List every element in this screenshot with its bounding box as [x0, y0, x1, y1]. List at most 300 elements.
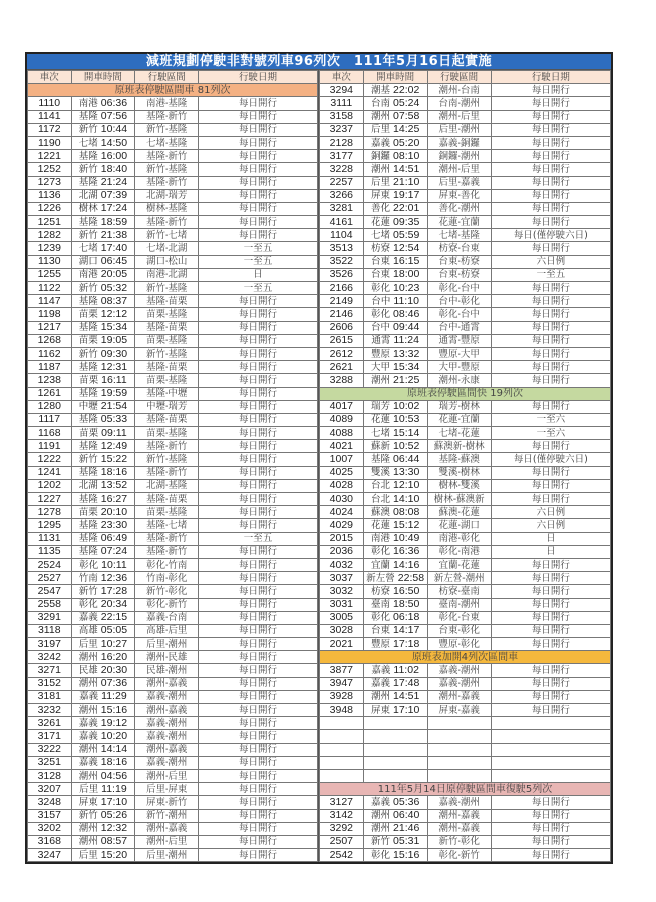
train-number: 3197	[28, 638, 72, 651]
route-cell: 新竹-基隆	[135, 347, 199, 360]
train-number: 3251	[28, 756, 72, 769]
route-cell: 善化-潮州	[427, 202, 491, 215]
departure-cell	[71, 664, 135, 677]
departure-station: 竹南	[78, 572, 98, 584]
departure-station: 基隆	[78, 493, 98, 505]
departure-time: 10:53	[393, 413, 420, 426]
table-row	[320, 97, 611, 110]
departure-time: 17:10	[100, 795, 128, 808]
table-row	[28, 334, 318, 347]
departure-time: 22:58	[397, 571, 425, 584]
route-cell: 蘇澳新-樹林	[427, 440, 491, 453]
departure-station: 新竹	[78, 454, 98, 466]
departure-cell	[71, 163, 135, 176]
table-columns	[27, 70, 611, 862]
table-row	[28, 651, 318, 664]
departure-cell	[71, 730, 135, 743]
departure-time: 18:00	[393, 268, 420, 281]
train-number: 3237	[320, 123, 364, 136]
table-row	[320, 453, 611, 466]
route-cell: 彰化-新竹	[427, 849, 491, 862]
route-cell: 台南-潮州	[427, 97, 491, 110]
departure-time: 07:39	[100, 189, 128, 202]
table-row	[320, 598, 611, 611]
operating-days-cell: 每日開行	[199, 730, 318, 743]
departure-cell	[363, 150, 427, 163]
route-cell: 枋寮-臺南	[427, 585, 491, 598]
route-cell: 苗栗-基隆	[135, 308, 199, 321]
departure-cell	[363, 176, 427, 189]
train-number: 3228	[320, 163, 364, 176]
departure-station: 基隆	[78, 414, 98, 426]
departure-station: 民雄	[78, 665, 98, 677]
route-cell: 基隆-苗栗	[135, 413, 199, 426]
departure-station: 后里	[79, 783, 99, 795]
operating-days-cell: 每日開行	[199, 150, 318, 163]
train-number	[320, 717, 364, 730]
operating-days-cell: 每日開行	[199, 598, 318, 611]
route-cell: 屏東-新竹	[135, 796, 199, 809]
departure-cell	[71, 334, 135, 347]
departure-station: 基隆	[78, 388, 98, 400]
departure-station: 屏東	[78, 796, 98, 808]
departure-cell	[71, 427, 135, 440]
table-row	[28, 717, 318, 730]
table-row	[28, 730, 318, 743]
departure-cell	[71, 361, 135, 374]
route-cell: 后里-嘉義	[427, 176, 491, 189]
departure-cell	[71, 849, 135, 862]
col-header-departure: 開車時間	[363, 71, 427, 84]
departure-cell	[363, 519, 427, 532]
train-number: 1110	[28, 97, 72, 110]
departure-station: 高雄	[78, 625, 98, 637]
train-number: 3271	[28, 664, 72, 677]
route-cell: 嘉義-潮州	[135, 690, 199, 703]
departure-time: 11:02	[393, 664, 419, 677]
departure-cell	[71, 598, 135, 611]
departure-time: 05:20	[393, 136, 420, 149]
route-cell: 北湖-基隆	[135, 479, 199, 492]
train-number: 1147	[28, 295, 72, 308]
train-number: 1117	[28, 413, 72, 426]
departure-station: 花蓮	[371, 519, 391, 531]
departure-station: 中壢	[78, 401, 98, 413]
departure-time: 18:40	[100, 162, 128, 175]
operating-days-cell: 每日(僅停駛六日)	[491, 229, 610, 242]
departure-station: 新竹	[78, 163, 98, 175]
operating-days-cell: 每日開行	[199, 796, 318, 809]
departure-station: 屏東	[371, 704, 391, 716]
operating-days-cell: 六日例	[491, 519, 610, 532]
departure-cell	[363, 572, 427, 585]
departure-station: 台南	[371, 97, 391, 109]
departure-cell	[71, 756, 135, 769]
table-row	[28, 677, 318, 690]
departure-time: 13:32	[393, 347, 420, 360]
table-row	[320, 282, 611, 295]
train-number: 3928	[320, 690, 364, 703]
route-cell: 瑞芳-樹林	[427, 400, 491, 413]
train-number: 3248	[28, 796, 72, 809]
operating-days-cell: 每日開行	[199, 769, 318, 782]
departure-time: 17:40	[100, 242, 128, 255]
departure-cell	[363, 229, 427, 242]
table-row	[320, 321, 611, 334]
table-row	[320, 756, 611, 769]
departure-time: 18:59	[100, 215, 128, 228]
departure-time: 19:17	[393, 189, 420, 202]
train-number: 4089	[320, 413, 364, 426]
operating-days-cell: 每日開行	[491, 374, 610, 387]
table-row	[320, 796, 611, 809]
train-number: 1190	[28, 136, 72, 149]
table-row	[320, 638, 611, 651]
operating-days-cell: 每日開行	[199, 664, 318, 677]
departure-station: 潮基	[371, 84, 391, 96]
operating-days-cell: 每日開行	[491, 97, 610, 110]
operating-days-cell: 每日開行	[199, 638, 318, 651]
operating-days-cell	[491, 743, 610, 756]
train-number: 3947	[320, 677, 364, 690]
departure-station: 潮州	[78, 836, 98, 848]
train-number: 1135	[28, 545, 72, 558]
departure-station: 基隆	[78, 216, 98, 228]
operating-days-cell: 每日開行	[491, 598, 610, 611]
train-number: 1172	[28, 123, 72, 136]
departure-station: 南港	[78, 97, 98, 109]
departure-station: 基隆	[78, 533, 98, 545]
departure-time: 06:44	[393, 453, 420, 466]
train-number: 1198	[28, 308, 72, 321]
route-cell: 蘇澳-花蓮	[427, 506, 491, 519]
departure-cell	[363, 255, 427, 268]
table-row	[320, 413, 611, 426]
operating-days-cell: 每日開行	[491, 189, 610, 202]
operating-days-cell: 每日開行	[491, 796, 610, 809]
train-number: 1241	[28, 466, 72, 479]
table-row	[320, 334, 611, 347]
departure-station: 瑞芳	[371, 401, 391, 413]
departure-time: 11:24	[393, 334, 419, 347]
section-row-suspended-local	[28, 84, 318, 97]
operating-days-cell: 每日開行	[491, 282, 610, 295]
departure-cell	[71, 493, 135, 506]
operating-days-cell: 每日開行	[199, 519, 318, 532]
train-number: 1261	[28, 387, 72, 400]
train-number: 2036	[320, 545, 364, 558]
departure-cell	[363, 308, 427, 321]
route-cell: 七堵-基隆	[427, 229, 491, 242]
departure-time: 19:05	[100, 334, 128, 347]
departure-station: 南港	[78, 269, 98, 281]
departure-cell	[71, 268, 135, 281]
table-row	[28, 123, 318, 136]
departure-time: 08:08	[393, 505, 420, 518]
route-cell: 彰化-南港	[427, 545, 491, 558]
train-number: 1131	[28, 532, 72, 545]
departure-station: 后里	[78, 849, 98, 861]
route-cell: 竹南-彰化	[135, 572, 199, 585]
departure-station: 嘉義	[78, 730, 98, 742]
train-number: 3232	[28, 704, 72, 717]
train-number: 1222	[28, 453, 72, 466]
departure-time: 06:40	[393, 809, 420, 822]
departure-cell	[71, 123, 135, 136]
table-row	[28, 387, 318, 400]
departure-station: 雙溪	[371, 467, 391, 479]
departure-cell	[363, 466, 427, 479]
train-number: 3292	[320, 822, 364, 835]
departure-cell	[71, 479, 135, 492]
departure-cell	[363, 202, 427, 215]
table-row	[28, 136, 318, 149]
departure-cell	[71, 466, 135, 479]
train-number: 1280	[28, 400, 72, 413]
departure-cell	[363, 347, 427, 360]
operating-days-cell: 每日開行	[199, 704, 318, 717]
train-number: 3526	[320, 268, 364, 281]
departure-cell	[363, 374, 427, 387]
departure-station: 樹林	[78, 203, 98, 215]
table-row	[320, 427, 611, 440]
route-cell: 銅鑼-潮州	[427, 150, 491, 163]
departure-station: 苗栗	[79, 427, 99, 439]
departure-time: 15:16	[393, 848, 420, 861]
operating-days-cell: 每日開行	[199, 822, 318, 835]
operating-days-cell: 每日開行	[199, 835, 318, 848]
operating-days-cell: 每日開行	[199, 756, 318, 769]
departure-cell	[363, 624, 427, 637]
departure-station: 北湖	[78, 190, 98, 202]
route-cell: 潮州-嘉義	[135, 677, 199, 690]
departure-station: 新竹	[78, 348, 98, 360]
train-number	[320, 756, 364, 769]
train-number: 2015	[320, 532, 364, 545]
table-row	[28, 743, 318, 756]
route-cell: 南港-彰化	[427, 532, 491, 545]
table-row	[320, 136, 611, 149]
operating-days-cell: 每日開行	[491, 110, 610, 123]
departure-time: 11:19	[101, 782, 127, 795]
route-cell: 民雄-潮州	[135, 664, 199, 677]
train-number: 3281	[320, 202, 364, 215]
departure-time: 05:33	[100, 413, 128, 426]
route-cell: 新左營-潮州	[427, 572, 491, 585]
table-row	[320, 532, 611, 545]
operating-days-cell: 每日開行	[199, 479, 318, 492]
operating-days-cell: 每日開行	[199, 413, 318, 426]
route-cell: 后里-潮州	[427, 123, 491, 136]
route-cell: 宜蘭-花蓮	[427, 558, 491, 571]
departure-station: 新竹	[78, 585, 98, 597]
departure-station: 七堵	[78, 137, 98, 149]
operating-days-cell: 每日開行	[491, 572, 610, 585]
train-number: 3127	[320, 796, 364, 809]
section-row-added-local	[320, 651, 611, 664]
operating-days-cell: 每日開行	[199, 123, 318, 136]
departure-cell	[363, 361, 427, 374]
departure-time: 15:34	[393, 360, 420, 373]
departure-time: 07:36	[100, 677, 128, 690]
col-header-train: 車次	[28, 71, 72, 84]
table-row	[320, 163, 611, 176]
left-table-panel	[27, 70, 319, 862]
route-cell: 基隆-新竹	[135, 532, 199, 545]
departure-time: 07:56	[100, 110, 128, 123]
table-row	[320, 835, 611, 848]
train-number: 1226	[28, 202, 72, 215]
route-cell: 后里-屏東	[135, 783, 199, 796]
table-row	[28, 611, 318, 624]
departure-cell	[71, 822, 135, 835]
departure-cell	[71, 387, 135, 400]
table-row	[28, 440, 318, 453]
departure-station: 嘉義	[371, 678, 391, 690]
table-row	[28, 783, 318, 796]
departure-station: 潮州	[371, 691, 391, 703]
departure-station: 豐原	[371, 638, 391, 650]
route-cell: 彰化-新竹	[135, 598, 199, 611]
table-row	[320, 624, 611, 637]
operating-days-cell: 每日開行	[199, 611, 318, 624]
route-cell: 彰化-竹南	[135, 558, 199, 571]
operating-days-cell: 每日開行	[491, 585, 610, 598]
operating-days-cell: 日	[491, 532, 610, 545]
table-row	[320, 849, 611, 862]
train-number: 3513	[320, 242, 364, 255]
col-header-days: 行駛日期	[199, 71, 318, 84]
departure-cell	[363, 136, 427, 149]
train-number: 3261	[28, 717, 72, 730]
table-row	[320, 84, 611, 97]
departure-cell	[71, 202, 135, 215]
departure-cell	[363, 638, 427, 651]
operating-days-cell: 一至五	[491, 268, 610, 281]
route-cell: 七堵-基隆	[135, 136, 199, 149]
route-cell: 后里-潮州	[135, 638, 199, 651]
departure-cell	[71, 519, 135, 532]
departure-station: 台北	[371, 480, 391, 492]
train-number: 2527	[28, 572, 72, 585]
route-cell: 基隆-蘇澳	[427, 453, 491, 466]
table-row	[28, 163, 318, 176]
train-number: 3207	[28, 783, 72, 796]
route-cell: 苗栗-基隆	[135, 427, 199, 440]
route-cell: 潮州-后里	[427, 110, 491, 123]
departure-station: 枋寮	[371, 585, 391, 597]
departure-station: 基隆	[78, 440, 98, 452]
departure-time: 20:30	[100, 664, 128, 677]
route-cell: 苗栗-基隆	[135, 374, 199, 387]
table-row	[320, 519, 611, 532]
departure-time: 17:48	[393, 677, 420, 690]
table-row	[320, 255, 611, 268]
table-row	[28, 400, 318, 413]
route-cell: 新竹-七堵	[135, 229, 199, 242]
table-row	[28, 110, 318, 123]
departure-cell	[363, 809, 427, 822]
route-cell: 基隆-新竹	[135, 466, 199, 479]
departure-time: 05:24	[393, 96, 420, 109]
departure-cell	[363, 677, 427, 690]
route-cell: 北湖-瑞芳	[135, 189, 199, 202]
train-number: 2524	[28, 558, 72, 571]
route-cell: 樹林-蘇澳新	[427, 493, 491, 506]
route-cell: 苗栗-基隆	[135, 334, 199, 347]
departure-station: 湖口	[78, 256, 98, 268]
train-number	[320, 769, 364, 782]
departure-station: 苗栗	[78, 335, 98, 347]
operating-days-cell: 每日開行	[199, 690, 318, 703]
departure-time: 12:36	[100, 571, 128, 584]
route-cell: 潮州-民雄	[135, 651, 199, 664]
train-number: 3028	[320, 624, 364, 637]
departure-time: 05:26	[100, 809, 128, 822]
departure-time: 08:10	[393, 149, 420, 162]
operating-days-cell: 每日開行	[491, 321, 610, 334]
operating-days-cell: 每日開行	[491, 704, 610, 717]
operating-days-cell: 每日開行	[199, 295, 318, 308]
departure-cell	[71, 308, 135, 321]
departure-time: 17:10	[393, 703, 420, 716]
departure-time: 10:27	[100, 637, 128, 650]
table-row	[320, 743, 611, 756]
route-cell: 嘉義-潮州	[135, 730, 199, 743]
departure-cell	[363, 268, 427, 281]
table-row	[28, 347, 318, 360]
right-table-panel	[319, 70, 611, 862]
sheet-title: 減班規劃停駛非對號列車96列次 111年5月16日起實施	[27, 54, 611, 70]
departure-cell	[71, 150, 135, 163]
departure-time: 15:20	[100, 848, 128, 861]
departure-time: 16:15	[393, 255, 420, 268]
right-section-3	[320, 651, 611, 664]
departure-station: 新左營	[366, 572, 395, 584]
route-cell: 潮州-嘉義	[135, 743, 199, 756]
departure-station: 彰化	[371, 308, 391, 320]
departure-station: 蘇澳	[371, 506, 391, 518]
departure-cell	[71, 558, 135, 571]
train-number: 3242	[28, 651, 72, 664]
table-row	[28, 598, 318, 611]
table-row	[28, 427, 318, 440]
departure-time: 22:02	[393, 83, 420, 96]
train-number: 1273	[28, 176, 72, 189]
departure-cell	[71, 189, 135, 202]
operating-days-cell: 每日開行	[491, 677, 610, 690]
operating-days-cell: 每日開行	[491, 624, 610, 637]
train-number: 1141	[28, 110, 72, 123]
train-number: 1104	[320, 229, 364, 242]
departure-time: 09:11	[101, 426, 127, 439]
departure-station: 苗栗	[78, 308, 98, 320]
departure-station: 基隆	[371, 454, 391, 466]
departure-time: 11:29	[101, 690, 127, 703]
train-number: 4088	[320, 427, 364, 440]
train-number: 2558	[28, 598, 72, 611]
table-row	[320, 268, 611, 281]
table-row	[28, 242, 318, 255]
train-number: 3032	[320, 585, 364, 598]
departure-station: 嘉義	[371, 796, 391, 808]
table-row	[28, 545, 318, 558]
table-row	[28, 704, 318, 717]
left-table	[27, 70, 318, 862]
route-cell: 花蓮-湖口	[427, 519, 491, 532]
train-number: 3171	[28, 730, 72, 743]
departure-station: 花蓮	[371, 216, 391, 228]
